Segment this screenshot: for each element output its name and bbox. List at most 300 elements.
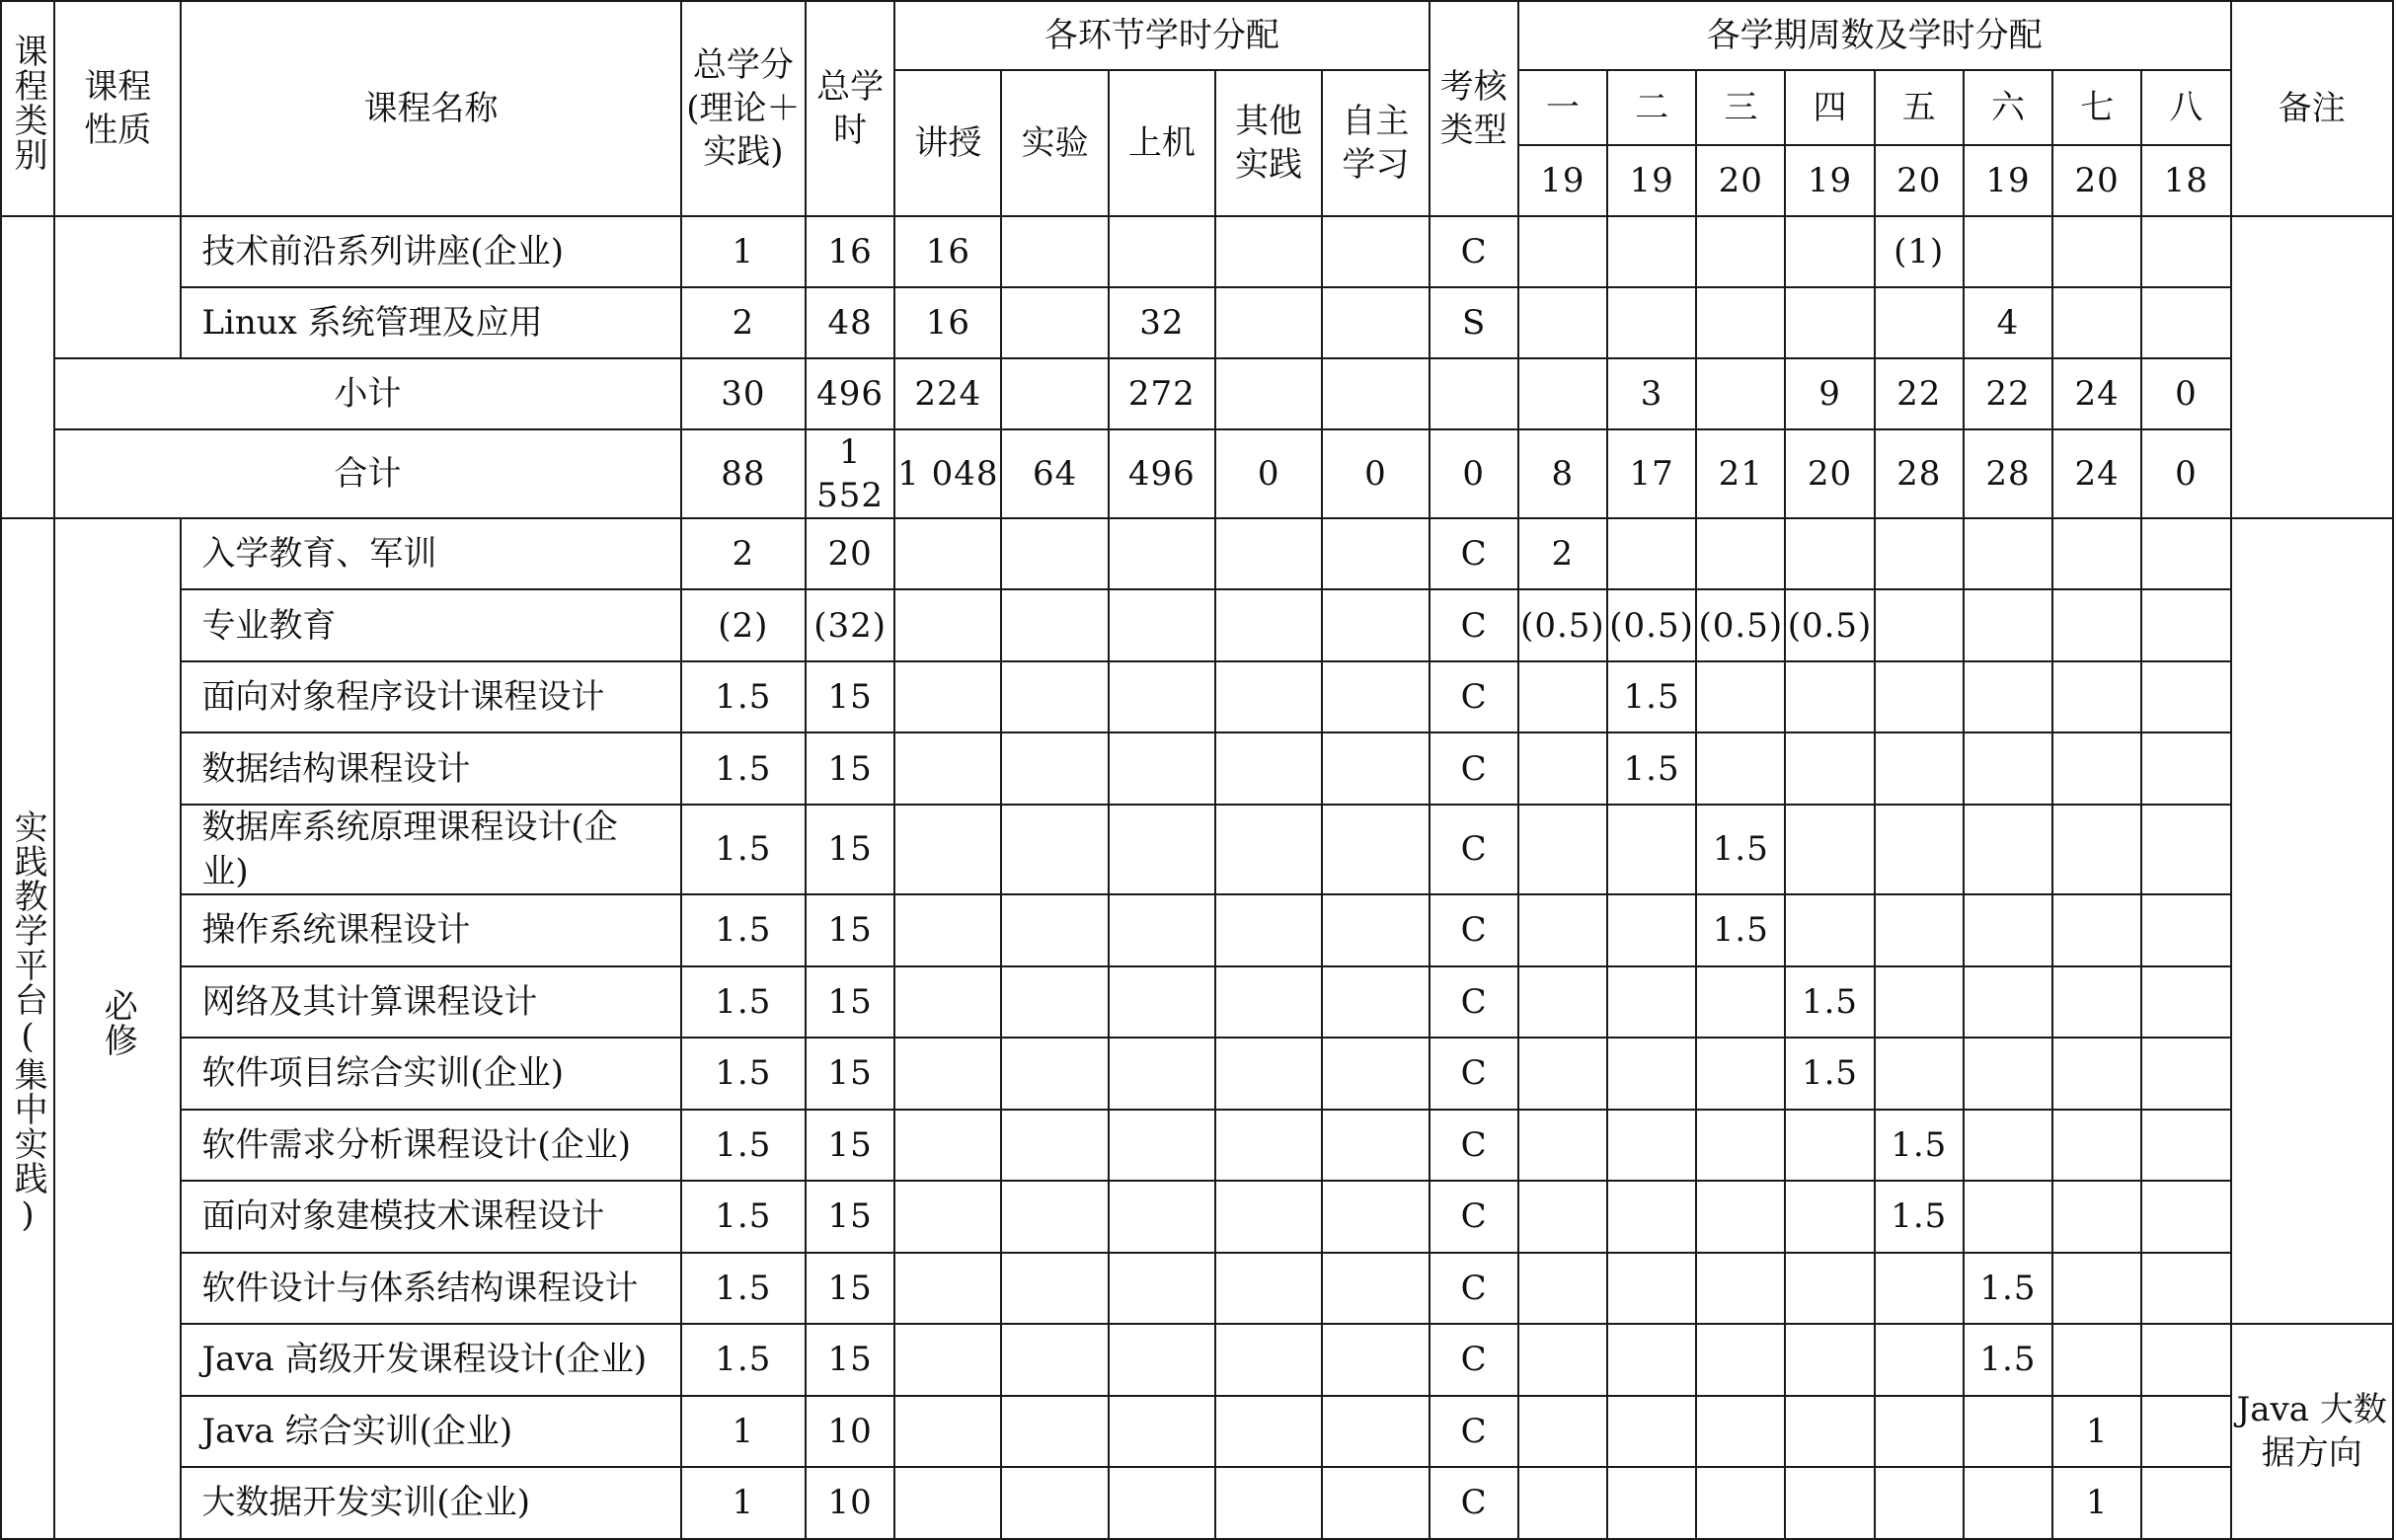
credits-cell: 1.5 — [681, 1181, 806, 1253]
semester-cell — [1785, 216, 1874, 287]
semester-cell — [2052, 1110, 2141, 1181]
category-practice-label: 实践教学平台(集中实践) — [8, 809, 48, 1237]
semester-cell — [2052, 589, 2141, 661]
credits-cell: (2) — [681, 589, 806, 661]
alloc-cell — [894, 1038, 1001, 1110]
credits-cell: 1.5 — [681, 661, 806, 732]
credits-cell: 1 — [681, 216, 806, 287]
course-name-cell: 技术前沿系列讲座(企业) — [181, 216, 680, 287]
semester-cell: 3 — [1607, 358, 1696, 429]
course-name-cell: 数据结构课程设计 — [181, 732, 680, 805]
header-weeks-6: 19 — [1964, 145, 2052, 216]
header-alloc-computer: 上机 — [1109, 70, 1215, 216]
alloc-cell — [1322, 1324, 1429, 1396]
semester-cell: (1) — [1875, 216, 1964, 287]
semester-cell: 1.5 — [1964, 1253, 2052, 1324]
alloc-cell — [1215, 1253, 1322, 1324]
credits-cell: 1.5 — [681, 1110, 806, 1181]
credits-cell: 1.5 — [681, 894, 806, 966]
alloc-cell — [1109, 1324, 1215, 1396]
alloc-cell — [1109, 216, 1215, 287]
semester-cell — [2052, 216, 2141, 287]
alloc-cell — [894, 1324, 1001, 1396]
semester-cell: 4 — [1964, 287, 2052, 358]
semester-cell — [1607, 1253, 1696, 1324]
category-practice-platform — [1, 518, 54, 1538]
semester-cell — [2141, 589, 2230, 661]
assessment-cell: 0 — [1430, 429, 1518, 518]
total-row — [1, 429, 2393, 518]
alloc-cell — [1109, 966, 1215, 1038]
semester-cell: 1.5 — [1607, 661, 1696, 732]
semester-cell: 24 — [2052, 358, 2141, 429]
assessment-cell: C — [1430, 661, 1518, 732]
semester-cell: 1.5 — [1964, 1324, 2052, 1396]
alloc-cell — [1322, 518, 1429, 589]
alloc-cell — [894, 1396, 1001, 1467]
semester-cell — [1518, 966, 1607, 1038]
alloc-cell — [1215, 966, 1322, 1038]
alloc-cell: 272 — [1109, 358, 1215, 429]
semester-cell — [1696, 1038, 1785, 1110]
alloc-cell — [1109, 1110, 1215, 1181]
semester-cell — [1607, 1396, 1696, 1467]
semester-cell — [2141, 1038, 2230, 1110]
semester-cell — [2052, 894, 2141, 966]
alloc-cell — [1215, 518, 1322, 589]
semester-cell — [2052, 1253, 2141, 1324]
header-semester-2: 二 — [1607, 70, 1696, 145]
hours-cell: 496 — [806, 358, 894, 429]
header-nature: 课程性质 — [54, 1, 181, 216]
table-row — [1, 966, 2393, 1038]
alloc-cell — [1001, 661, 1108, 732]
semester-cell — [2141, 216, 2230, 287]
header-alloc-lecture: 讲授 — [894, 70, 1001, 216]
semester-cell: 9 — [1785, 358, 1874, 429]
semester-cell — [1875, 1467, 1964, 1539]
semester-cell — [1964, 661, 2052, 732]
alloc-cell — [1215, 1396, 1322, 1467]
semester-cell — [1518, 661, 1607, 732]
semester-cell — [2052, 805, 2141, 893]
header-course-name: 课程名称 — [181, 1, 680, 216]
hours-cell: 10 — [806, 1467, 894, 1539]
semester-cell — [1518, 1467, 1607, 1539]
course-name-cell: Java 高级开发课程设计(企业) — [181, 1324, 680, 1396]
header-alloc-other-practice: 其他 实践 — [1215, 70, 1322, 216]
alloc-cell — [894, 518, 1001, 589]
alloc-cell — [1001, 1467, 1108, 1539]
hours-cell: 20 — [806, 518, 894, 589]
alloc-cell — [1109, 805, 1215, 893]
alloc-cell — [1001, 966, 1108, 1038]
alloc-cell: 1 048 — [894, 429, 1001, 518]
semester-cell — [1696, 1467, 1785, 1539]
hours-cell: 16 — [806, 216, 894, 287]
assessment-cell: C — [1430, 1467, 1518, 1539]
hours-cell: 10 — [806, 1396, 894, 1467]
table-row — [1, 518, 2393, 589]
header-semester-7: 七 — [2052, 70, 2141, 145]
course-name-cell: 入学教育、军训 — [181, 518, 680, 589]
alloc-cell: 224 — [894, 358, 1001, 429]
header-weeks-2: 19 — [1607, 145, 1696, 216]
semester-cell — [1607, 1110, 1696, 1181]
semester-cell — [1964, 1396, 2052, 1467]
header-weeks-7: 20 — [2052, 145, 2141, 216]
nature-required — [54, 518, 181, 1538]
hours-cell: 15 — [806, 966, 894, 1038]
semester-cell: 22 — [1964, 358, 2052, 429]
table-row — [1, 732, 2393, 805]
semester-cell: 1.5 — [1875, 1110, 1964, 1181]
credits-cell: 88 — [681, 429, 806, 518]
header-total-credits: 总学分 (理论＋ 实践) — [681, 1, 806, 216]
semester-cell: 8 — [1518, 429, 1607, 518]
semester-cell — [1964, 1110, 2052, 1181]
hours-cell: 15 — [806, 732, 894, 805]
hours-cell: 15 — [806, 661, 894, 732]
alloc-cell — [1322, 1110, 1429, 1181]
header-alloc-self-study: 自主 学习 — [1322, 70, 1429, 216]
alloc-cell — [894, 589, 1001, 661]
alloc-cell — [894, 1110, 1001, 1181]
alloc-cell — [1001, 894, 1108, 966]
credits-cell: 1 — [681, 1396, 806, 1467]
header-semester-5: 五 — [1875, 70, 1964, 145]
remark-java-bigdata: Java 大数 据方向 — [2231, 1324, 2393, 1539]
header-remarks: 备注 — [2231, 1, 2393, 216]
course-name-cell: 面向对象建模技术课程设计 — [181, 1181, 680, 1253]
semester-cell — [1964, 518, 2052, 589]
semester-cell: 1.5 — [1875, 1181, 1964, 1253]
alloc-cell — [1322, 589, 1429, 661]
course-name-cell: 操作系统课程设计 — [181, 894, 680, 966]
credits-cell: 30 — [681, 358, 806, 429]
alloc-cell — [1322, 732, 1429, 805]
alloc-cell — [1322, 1181, 1429, 1253]
nature-cell — [54, 216, 181, 358]
header-assessment: 考核 类型 — [1430, 1, 1518, 216]
semester-cell: 1 — [2052, 1396, 2141, 1467]
assessment-cell: C — [1430, 1181, 1518, 1253]
semester-cell: 0 — [2141, 358, 2230, 429]
header-weeks-3: 20 — [1696, 145, 1785, 216]
credits-cell: 2 — [681, 287, 806, 358]
semester-cell — [1875, 1396, 1964, 1467]
alloc-cell — [894, 1467, 1001, 1539]
semester-cell — [1875, 1324, 1964, 1396]
alloc-cell — [1322, 1467, 1429, 1539]
course-name-cell: Linux 系统管理及应用 — [181, 287, 680, 358]
semester-cell — [1785, 287, 1874, 358]
semester-cell — [1696, 1396, 1785, 1467]
semester-cell — [1696, 216, 1785, 287]
semester-cell: 20 — [1785, 429, 1874, 518]
table-row — [1, 1253, 2393, 1324]
hours-cell: 15 — [806, 805, 894, 893]
alloc-cell — [1001, 1110, 1108, 1181]
alloc-cell — [1322, 1038, 1429, 1110]
assessment-cell: C — [1430, 894, 1518, 966]
semester-cell — [1607, 894, 1696, 966]
table-row — [1, 1467, 2393, 1539]
semester-cell: 1.5 — [1785, 966, 1874, 1038]
semester-cell: 24 — [2052, 429, 2141, 518]
semester-cell: 22 — [1875, 358, 1964, 429]
semester-cell — [1875, 518, 1964, 589]
header-alloc-experiment: 实验 — [1001, 70, 1108, 216]
assessment-cell: C — [1430, 1110, 1518, 1181]
header-semester-8: 八 — [2141, 70, 2230, 145]
assessment-cell: C — [1430, 518, 1518, 589]
semester-cell — [1785, 1181, 1874, 1253]
header-semester-3: 三 — [1696, 70, 1785, 145]
alloc-cell — [1109, 1038, 1215, 1110]
alloc-cell — [1322, 287, 1429, 358]
semester-cell: 1 — [2052, 1467, 2141, 1539]
table-row — [1, 1110, 2393, 1181]
alloc-cell — [1215, 1467, 1322, 1539]
semester-cell — [1696, 966, 1785, 1038]
semester-cell — [2052, 661, 2141, 732]
semester-cell: (0.5) — [1785, 589, 1874, 661]
semester-cell — [1964, 216, 2052, 287]
alloc-cell — [1001, 1038, 1108, 1110]
semester-cell — [1696, 1110, 1785, 1181]
semester-cell: 28 — [1964, 429, 2052, 518]
alloc-cell — [1215, 732, 1322, 805]
credits-cell: 1 — [681, 1467, 806, 1539]
remark-cell — [2231, 518, 2393, 1323]
alloc-cell — [1215, 216, 1322, 287]
credits-cell: 1.5 — [681, 1324, 806, 1396]
alloc-cell: 16 — [894, 216, 1001, 287]
credits-cell: 1.5 — [681, 1038, 806, 1110]
semester-cell — [1607, 1181, 1696, 1253]
semester-cell — [2141, 1396, 2230, 1467]
credits-cell: 1.5 — [681, 966, 806, 1038]
alloc-cell: 0 — [1322, 429, 1429, 518]
header-total-hours: 总学 时 — [806, 1, 894, 216]
remark-cell — [2231, 216, 2393, 518]
header-semester-title: 各学期周数及学时分配 — [1518, 1, 2231, 70]
table-row — [1, 216, 2393, 287]
semester-cell — [2141, 1110, 2230, 1181]
alloc-cell — [1322, 358, 1429, 429]
semester-cell — [1518, 1324, 1607, 1396]
table-row — [1, 589, 2393, 661]
alloc-cell — [1001, 1181, 1108, 1253]
semester-cell — [1785, 1253, 1874, 1324]
credits-cell: 1.5 — [681, 732, 806, 805]
alloc-cell: 496 — [1109, 429, 1215, 518]
course-name-cell: 软件设计与体系结构课程设计 — [181, 1253, 680, 1324]
semester-cell — [1696, 1253, 1785, 1324]
header-semester-6: 六 — [1964, 70, 2052, 145]
semester-cell — [2141, 732, 2230, 805]
semester-cell — [1518, 1253, 1607, 1324]
assessment-cell: C — [1430, 589, 1518, 661]
semester-cell — [1785, 894, 1874, 966]
credits-cell: 2 — [681, 518, 806, 589]
alloc-cell — [1001, 1396, 1108, 1467]
semester-cell — [1785, 1467, 1874, 1539]
semester-cell — [1875, 1253, 1964, 1324]
semester-cell — [1696, 1324, 1785, 1396]
hours-cell: 1 552 — [806, 429, 894, 518]
semester-cell — [1875, 661, 1964, 732]
semester-cell — [1518, 358, 1607, 429]
semester-cell — [1785, 1324, 1874, 1396]
semester-cell — [1875, 1038, 1964, 1110]
alloc-cell — [1109, 661, 1215, 732]
nature-required-label: 必修 — [98, 988, 138, 1058]
semester-cell — [1518, 287, 1607, 358]
semester-cell — [2141, 1253, 2230, 1324]
alloc-cell — [1109, 589, 1215, 661]
assessment-cell: C — [1430, 805, 1518, 893]
semester-cell — [1964, 894, 2052, 966]
alloc-cell — [1001, 1253, 1108, 1324]
semester-cell — [1607, 805, 1696, 893]
alloc-cell — [1322, 966, 1429, 1038]
semester-cell — [2141, 966, 2230, 1038]
semester-cell — [1875, 589, 1964, 661]
hours-cell: 15 — [806, 1181, 894, 1253]
hours-cell: 15 — [806, 1253, 894, 1324]
course-name-cell: Java 综合实训(企业) — [181, 1396, 680, 1467]
alloc-cell: 32 — [1109, 287, 1215, 358]
assessment-cell: C — [1430, 966, 1518, 1038]
course-name-cell: 软件项目综合实训(企业) — [181, 1038, 680, 1110]
semester-cell — [2141, 894, 2230, 966]
alloc-cell — [894, 1253, 1001, 1324]
category-cell — [1, 216, 54, 518]
assessment-cell — [1430, 358, 1518, 429]
credits-cell: 1.5 — [681, 805, 806, 893]
hours-cell: 48 — [806, 287, 894, 358]
semester-cell: 1.5 — [1696, 805, 1785, 893]
semester-cell — [1696, 732, 1785, 805]
semester-cell — [1964, 589, 2052, 661]
semester-cell — [1696, 287, 1785, 358]
alloc-cell — [894, 805, 1001, 893]
semester-cell — [1518, 805, 1607, 893]
alloc-cell — [1322, 1253, 1429, 1324]
header-weeks-4: 19 — [1785, 145, 1874, 216]
header-weeks-1: 19 — [1518, 145, 1607, 216]
semester-cell: (0.5) — [1518, 589, 1607, 661]
course-name-cell: 面向对象程序设计课程设计 — [181, 661, 680, 732]
alloc-cell — [1322, 894, 1429, 966]
semester-cell — [2052, 1038, 2141, 1110]
alloc-cell — [1215, 894, 1322, 966]
semester-cell — [1518, 1396, 1607, 1467]
course-name-cell: 专业教育 — [181, 589, 680, 661]
alloc-cell — [1322, 1396, 1429, 1467]
course-name-cell: 网络及其计算课程设计 — [181, 966, 680, 1038]
alloc-cell: 16 — [894, 287, 1001, 358]
semester-cell — [1518, 1181, 1607, 1253]
hours-cell: 15 — [806, 1324, 894, 1396]
table-row — [1, 894, 2393, 966]
semester-cell — [1607, 216, 1696, 287]
semester-cell: 28 — [1875, 429, 1964, 518]
alloc-cell — [1109, 1396, 1215, 1467]
alloc-cell — [1001, 358, 1108, 429]
alloc-cell — [1215, 589, 1322, 661]
semester-cell — [1875, 287, 1964, 358]
alloc-cell — [1001, 518, 1108, 589]
alloc-cell — [1001, 1324, 1108, 1396]
hours-cell: 15 — [806, 1110, 894, 1181]
semester-cell — [2052, 966, 2141, 1038]
total-label: 合计 — [54, 429, 681, 518]
alloc-cell — [1109, 732, 1215, 805]
semester-cell — [1875, 805, 1964, 893]
alloc-cell — [894, 894, 1001, 966]
semester-cell — [1518, 894, 1607, 966]
alloc-cell: 0 — [1215, 429, 1322, 518]
table-row — [1, 1181, 2393, 1253]
alloc-cell — [1215, 1038, 1322, 1110]
semester-cell — [1964, 732, 2052, 805]
semester-cell — [1875, 732, 1964, 805]
semester-cell — [1875, 894, 1964, 966]
header-semester-1: 一 — [1518, 70, 1607, 145]
header-weeks-8: 18 — [2141, 145, 2230, 216]
table-row — [1, 1038, 2393, 1110]
semester-cell — [1518, 1038, 1607, 1110]
semester-cell: 1.5 — [1785, 1038, 1874, 1110]
semester-cell: (0.5) — [1607, 589, 1696, 661]
assessment-cell: C — [1430, 1038, 1518, 1110]
semester-cell: 17 — [1607, 429, 1696, 518]
semester-cell — [1964, 805, 2052, 893]
course-name-cell: 大数据开发实训(企业) — [181, 1467, 680, 1539]
credits-cell: 1.5 — [681, 1253, 806, 1324]
semester-cell — [2141, 805, 2230, 893]
alloc-cell — [1322, 805, 1429, 893]
alloc-cell — [1001, 732, 1108, 805]
header-weeks-5: 20 — [1875, 145, 1964, 216]
semester-cell — [1607, 287, 1696, 358]
alloc-cell — [1109, 518, 1215, 589]
semester-cell — [1607, 1324, 1696, 1396]
assessment-cell: C — [1430, 732, 1518, 805]
semester-cell — [2141, 1324, 2230, 1396]
alloc-cell — [1215, 358, 1322, 429]
header-row-1 — [1, 1, 2393, 70]
alloc-cell — [1001, 805, 1108, 893]
alloc-cell: 64 — [1001, 429, 1108, 518]
semester-cell — [2141, 1181, 2230, 1253]
assessment-cell: C — [1430, 1396, 1518, 1467]
assessment-cell: C — [1430, 216, 1518, 287]
alloc-cell — [1215, 1181, 1322, 1253]
semester-cell — [1607, 518, 1696, 589]
semester-cell — [2141, 518, 2230, 589]
semester-cell — [1518, 216, 1607, 287]
semester-cell — [2052, 287, 2141, 358]
course-name-cell: 软件需求分析课程设计(企业) — [181, 1110, 680, 1181]
alloc-cell — [1109, 1467, 1215, 1539]
semester-cell — [2141, 1467, 2230, 1539]
subtotal-row — [1, 358, 2393, 429]
subtotal-label: 小计 — [54, 358, 681, 429]
